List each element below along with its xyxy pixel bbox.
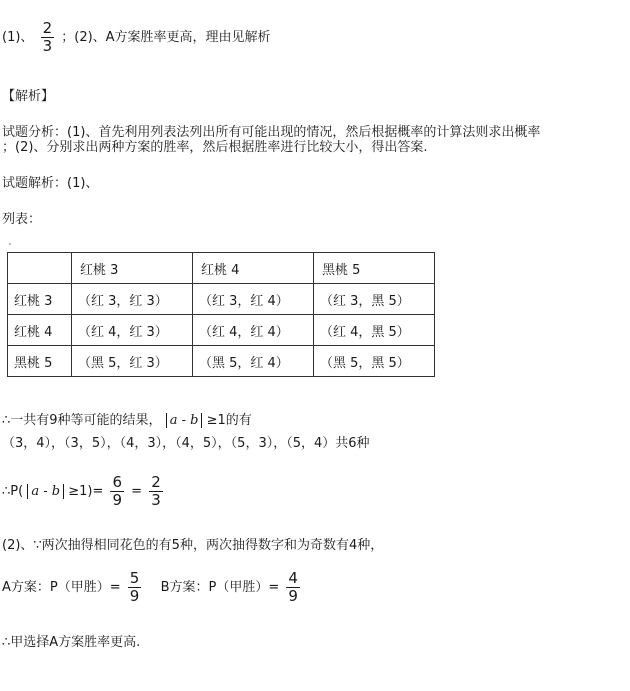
answer-part1-prefix: (1)、	[2, 30, 34, 45]
table-row	[8, 284, 435, 315]
table-cell: （黑 5，红 4）	[193, 346, 314, 377]
fraction-numerator: 4	[288, 569, 298, 587]
results-line	[2, 409, 252, 428]
table-header-cell: 黑桃 5	[314, 253, 435, 284]
table-cell: （红 4，红 4）	[193, 315, 314, 346]
probability-prefix: ∴P(	[2, 484, 24, 499]
table-row-header: 红桃 4	[8, 315, 72, 346]
plan-a-label: A方案：P（甲胜）=	[2, 580, 121, 595]
outcome-table	[7, 252, 435, 377]
table-intro: 列表：	[2, 212, 42, 227]
results-pairs: （3，4），（3，5），（4，3），（4，5），（5，3），（5，4）共6种	[2, 436, 370, 451]
plans-line	[2, 570, 303, 605]
table-header-cell	[8, 253, 72, 284]
solution-intro: 试题解析：(1)、	[2, 176, 99, 191]
probability-condition: ≥1)=	[68, 484, 104, 499]
probability-line	[2, 474, 166, 509]
table-row	[8, 346, 435, 377]
part2-text: (2)、∵两次抽得相同花色的有5种，两次抽得数字和为奇数有4种，	[2, 538, 384, 553]
probability-fraction-2	[149, 474, 163, 509]
answer-part2-text: ；(2)、A方案胜率更高，理由见解析	[61, 30, 271, 45]
table-cell: （黑 5，红 3）	[72, 346, 193, 377]
analysis-line-1: 试题分析：(1)、首先利用列表法列出所有可能出现的情况，然后根据概率的计算法则求出概率	[2, 125, 541, 140]
answer-fraction-numerator: 2	[42, 19, 53, 37]
analysis-heading: 【解析】	[2, 89, 55, 104]
equals-sign: =	[131, 484, 143, 499]
decorative-dot	[9, 243, 11, 245]
results-suffix: ≥1的有	[206, 413, 252, 428]
abs-expression: a - b	[27, 484, 64, 499]
abs-expression: a - b	[166, 413, 203, 428]
table-header-cell: 红桃 3	[72, 253, 193, 284]
table-header-cell: 红桃 4	[193, 253, 314, 284]
table-cell: （红 4，红 3）	[72, 315, 193, 346]
plan-a-fraction	[128, 570, 142, 605]
fraction-denominator: 9	[112, 491, 123, 509]
results-prefix: ∴一共有9种等可能的结果，	[2, 413, 162, 428]
fraction-denominator: 9	[129, 587, 140, 605]
answer-fraction	[41, 20, 55, 55]
fraction-numerator: 2	[151, 473, 161, 491]
table-cell: （黑 5，黑 5）	[314, 346, 435, 377]
answer-line	[2, 20, 271, 55]
table-cell: （红 4，黑 5）	[314, 315, 435, 346]
table-cell: （红 3，黑 5）	[314, 284, 435, 315]
table-row-header: 黑桃 5	[8, 346, 72, 377]
analysis-line-2: ；(2)、分别求出两种方案的胜率，然后根据胜率进行比较大小，得出答案.	[2, 140, 428, 155]
fraction-denominator: 9	[288, 587, 298, 605]
answer-fraction-denominator: 3	[42, 37, 53, 55]
plan-b-fraction	[286, 570, 300, 605]
probability-fraction-1	[110, 474, 124, 509]
table-cell: （红 3，红 4）	[193, 284, 314, 315]
table-row-header: 红桃 3	[8, 284, 72, 315]
table-header-row	[8, 253, 435, 284]
fraction-denominator: 3	[151, 491, 161, 509]
table-cell: （红 3，红 3）	[72, 284, 193, 315]
fraction-numerator: 5	[129, 569, 140, 587]
fraction-numerator: 6	[112, 473, 123, 491]
plan-b-label: B方案：P（甲胜）=	[160, 580, 280, 595]
conclusion: ∴甲选择A方案胜率更高.	[2, 635, 141, 650]
table-row	[8, 315, 435, 346]
